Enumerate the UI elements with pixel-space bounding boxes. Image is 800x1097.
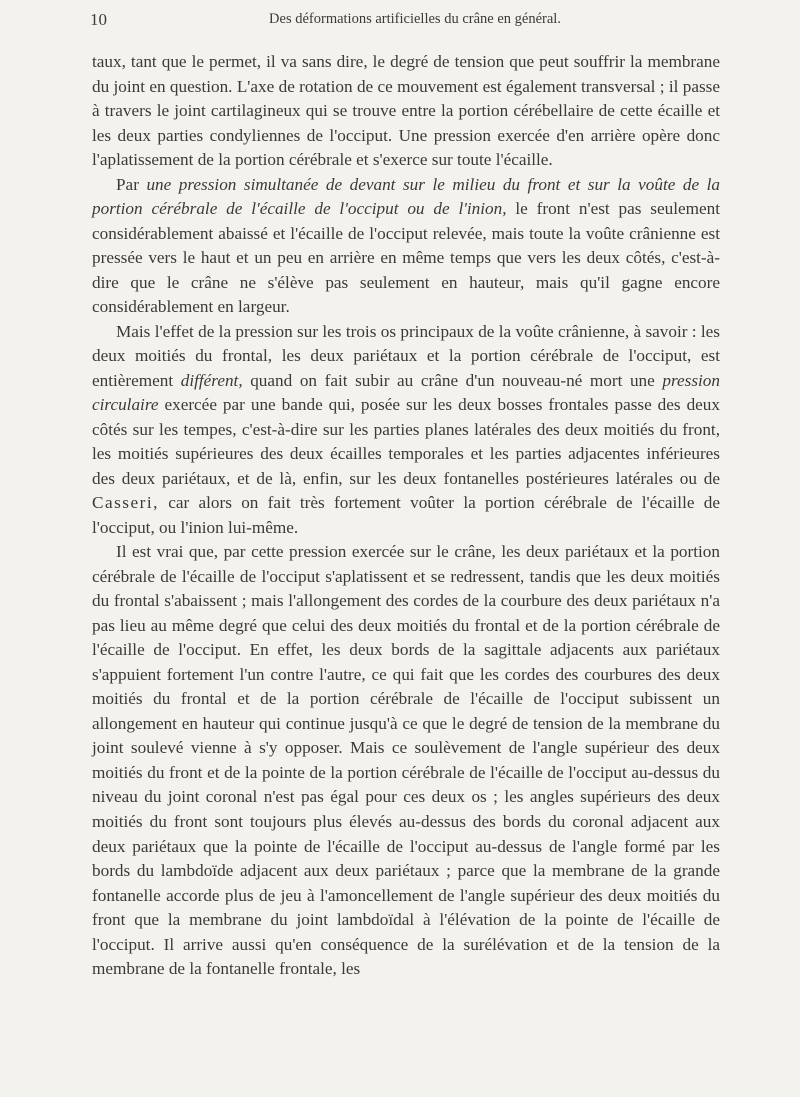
running-title: Des déformations artificielles du crâne en général. [269,11,561,27]
text-segment: car alors on fait très fortement voûter la portion cérébrale de l'écaille de l'occiput, ou l'inion lui-même. [92,493,720,537]
text-segment: le front n'est pas seulement considérablement abaissé et l'écaille de l'occiput relevée, mais toute la voûte crânienne est pressée vers le haut et un peu en arrière en même temps que vers les deux côtés, c'est-à-dire que le crâne ne s'élève pas seulement en hauteur, mais qu'il gagne encore considérablement en largeur. [92,199,720,317]
text-segment: quand on fait subir au crâne d'un nouveau-né mort une [242,370,663,390]
italic-segment: une pression simultanée de devant sur le milieu du front et sur la voûte de la portion cérébrale de l'écaille de l'occiput ou de l'inion, [92,174,720,219]
italic-segment: différent, [180,370,243,390]
text-segment: exercée par une bande qui, posée sur les deux bosses frontales passe des deux côtés sur les tempes, c'est-à-dire sur les parties planes latérales des deux moitiés du front, les moitiés supérieures des deux écailles temporales et les parties adjacentes inférieures des deux pariétaux, et de là, enfin, sur les deux fontanelles postérieures latérales ou de [92,395,720,488]
paragraph-1 [92,50,720,173]
letterspaced-name: Casseri, [92,493,159,513]
text-segment: Par [116,174,147,194]
paragraph-4 [92,540,720,981]
text-segment: Mais l'effet de la pression sur les trois os principaux de la voûte crânienne, à savoir : les deux moitiés du frontal, les deux pariétaux et la portion cérébrale de l'occiput, est entièrement [92,321,720,390]
paragraph-2 [92,173,720,320]
page-number: 10 [90,10,107,29]
paragraph-3 [92,320,720,541]
text-segment: Il est vrai que, par cette pression exercée sur le crâne, les deux pariétaux et la portion cérébrale de l'écaille de l'occiput s'aplatissent et se redressent, tandis que les deux moitiés du frontal s'abaissent ; mais l'allongement des cordes de la courbure des deux pariétaux n'a pas lieu au même degré que celui des deux moitiés du frontal et de la portion cérébrale de l'écaille de l'occiput. En effet, les deux bords de la sagittale adjacents aux pariétaux s'appuient fortement l'un contre l'autre, ce qui fait que les cordes des courbures des deux moitiés du frontal et de la portion cérébrale de l'écaille de l'occiput subissent un allongement en hauteur qui continue jusqu'à ce que le degré de tension de la membrane du joint soulevé vienne à s'y opposer. Mais ce soulèvement de l'angle supérieur des deux moitiés du front et de la pointe de la portion cérébrale de l'écaille de l'occiput au-dessus du niveau du joint coronal n'est pas égal pour ces deux os ; les angles supérieurs des deux moitiés du front sont toujours plus élevés au-dessus des bords du coronal adjacent aux deux pariétaux que la pointe de l'écaille de l'occiput au-dessus de l'angle formé par les bords du lambdoïde adjacent aux deux pariétaux ; parce que la membrane de la grande fontanelle accorde plus de jeu à l'amoncellement de l'angle supérieur des deux moitiés du front que la membrane du joint lambdoïdal à l'élévation de la pointe de l'écaille de l'occiput. Il arrive aussi qu'en conséquence de la surélévation et de la tension de la membrane de la fontanelle frontale, les [92,542,720,979]
body-text [92,50,720,982]
text-segment: taux, tant que le permet, il va sans dire, le degré de tension que peut souffrir la membrane du joint en question. L'axe de rotation de ce mouvement est également transversal ; il passe à travers le joint cartilagineux qui se trouve entre la portion cérébellaire de cette écaille et les deux parties condyliennes de l'occiput. Une pression exercée d'en arrière opère donc l'aplatissement de la portion cérébrale et s'exerce sur toute l'écaille. [92,52,720,170]
italic-segment: pression circulaire [92,370,720,415]
page-header [90,10,740,34]
